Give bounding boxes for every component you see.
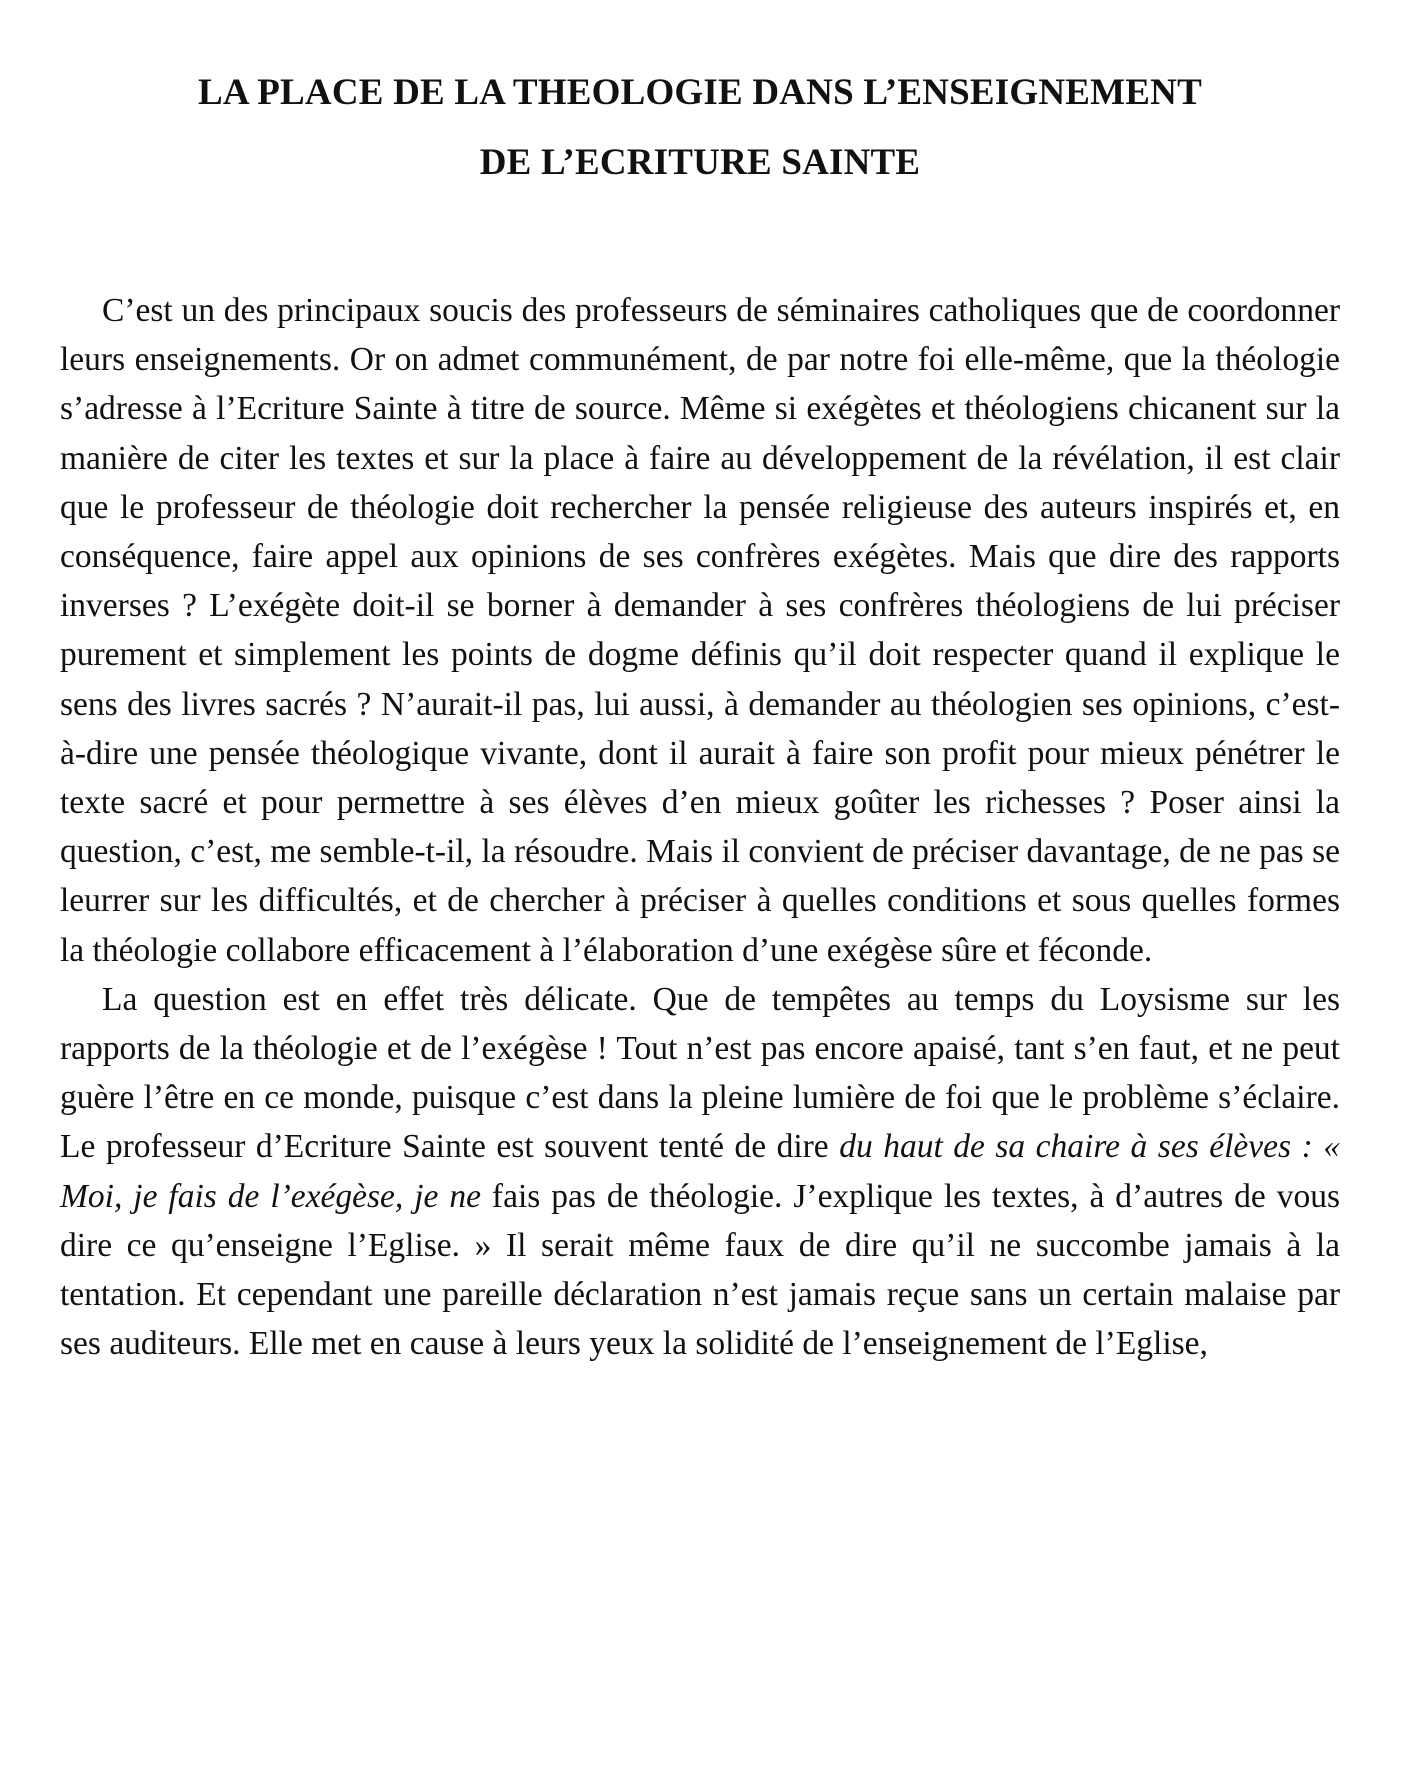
- title-line-1: LA PLACE DE LA THEOLOGIE DANS L’ENSEIGNEMENT: [198, 72, 1202, 113]
- paragraph-2: [60, 975, 1340, 1369]
- document-page: [60, 58, 1340, 1368]
- paragraph-2-end: fais pas de théologie. J’explique les textes, à d’autres de vous dire ce qu’enseigne l’Eglise. » Il serait même faux de dire qu’il ne succombe jamais à la tentation. Et cependant une pareille déclaration n’est jamais reçue sans un certain malaise par ses auditeurs. Elle met en cause à leurs yeux la solidité de l’enseignement de l’Eglise,: [60, 1177, 1340, 1363]
- paragraph-1: C’est un des principaux soucis des professeurs de séminaires catholiques que de coordonner leurs enseignements. Or on admet communément, de par notre foi elle-même, que la théologie s’adresse à l’Ecriture Sainte à titre de source. Même si exégètes et théologiens chicanent sur la manière de citer les textes et sur la place à faire au développement de la révélation, il est clair que le professeur de théologie doit rechercher la pensée religieuse des auteurs inspirés et, en conséquence, faire appel aux opinions de ses confrères exégètes. Mais que dire des rapports inverses ? L’exégète doit-il se borner à demander à ses confrères théologiens de lui préciser purement et simplement les points de dogme définis qu’il doit respecter quand il explique le sens des livres sacrés ? N’aurait-il pas, lui aussi, à demander au théologien ses opinions, c’est-à-dire une pensée théologique vivante, dont il aurait à faire son profit pour mieux pénétrer le texte sacré et pour permettre à ses élèves d’en mieux goûter les richesses ? Poser ainsi la question, c’est, me semble-t-il, la résoudre. Mais il convient de préciser davantage, de ne pas se leurrer sur les difficultés, et de chercher à préciser à quelles conditions et sous quelles formes la théologie collabore efficacement à l’élaboration d’une exégèse sûre et féconde.: [60, 292, 1341, 969]
- article-title: [60, 58, 1340, 198]
- article-body: [60, 286, 1340, 1368]
- title-line-2: DE L’ECRITURE SAINTE: [479, 142, 921, 183]
- paragraph-2-start: La question est en effet très délicate. Que de tempêtes au temps du Loysisme sur les rapports de la théologie et de l’exégèse ! Tout n’est pas encore apaisé, tant s’en faut, et ne peut guère l’être en ce monde, puisque c’est dans la pleine lumière de foi que le problème s’éclaire. Le professeur d’Ecriture Sainte est souvent tenté de dire: [60, 980, 1340, 1166]
- paragraph-2-italic-quote: du haut de sa chaire à ses élèves : « Moi, je fais de l’exégèse, je ne: [60, 1128, 1340, 1215]
